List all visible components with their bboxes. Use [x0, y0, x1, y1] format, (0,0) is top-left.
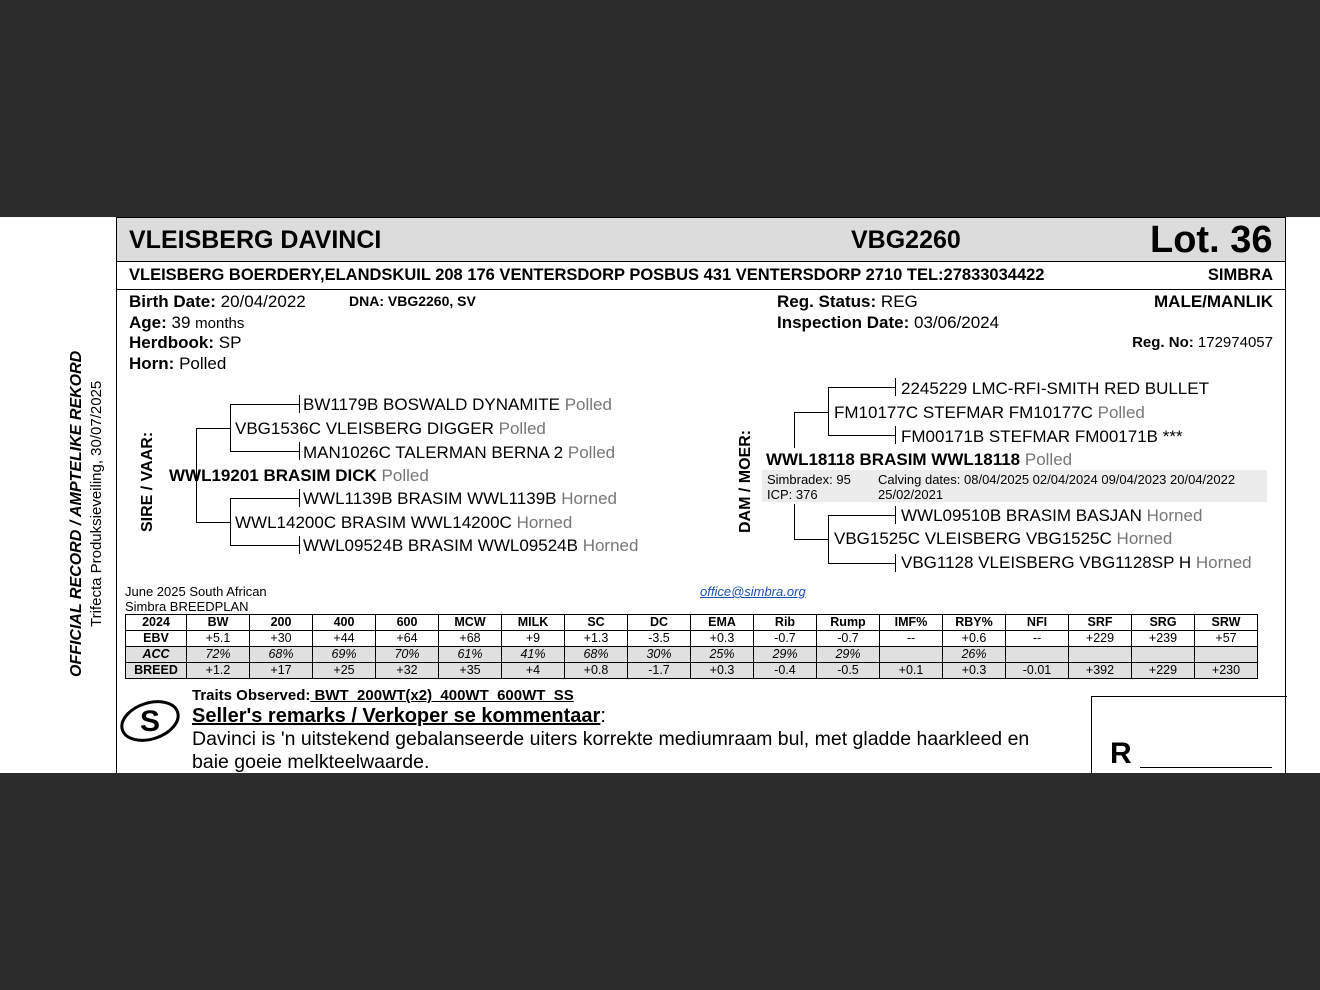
breed-cell: +17	[250, 663, 313, 679]
sire-lower-gp2	[303, 536, 638, 556]
horn-label: Horn:	[129, 354, 175, 373]
reg-status-value: REG	[880, 292, 918, 311]
ebv-cell: +1.3	[565, 631, 628, 647]
official-record-label: OFFICIAL RECORD / AMPTELIKE REKORD	[68, 350, 85, 677]
headers-cell: EMA	[691, 615, 754, 631]
pedigree-horn: Horned	[1116, 529, 1173, 548]
breed-cell: +4	[502, 663, 565, 679]
ebv-cell: -3.5	[628, 631, 691, 647]
acc-cell: 69%	[313, 647, 376, 663]
breed-cell: +0.3	[943, 663, 1006, 679]
herdbook-value: SP	[218, 333, 242, 352]
ebv-cell: +239	[1132, 631, 1195, 647]
headers-cell: DC	[628, 615, 691, 631]
sire-upper-gp2	[303, 443, 615, 463]
sire-lower-parent	[235, 513, 572, 533]
age-unit: months	[195, 315, 245, 332]
icp: ICP: 376	[767, 487, 818, 502]
dam-name	[766, 450, 1072, 470]
r-signature-line[interactable]	[1140, 767, 1272, 768]
logo-letter: S	[139, 705, 161, 738]
ebv-cell: +64	[376, 631, 439, 647]
herdbook	[129, 333, 241, 353]
dam-upper-parent	[834, 403, 1145, 423]
pedigree-horn: Horned	[561, 489, 618, 508]
acc-cell	[1195, 647, 1258, 663]
breed-cell: +1.2	[187, 663, 250, 679]
breed-cell: +0.3	[691, 663, 754, 679]
pedigree-horn: Polled	[564, 395, 612, 414]
breed-cell: -1.7	[628, 663, 691, 679]
reg-status	[777, 292, 918, 312]
inspection-label: Inspection Date:	[777, 313, 910, 332]
traits-value: BWT 200WT(x2) 400WT 600WT SS	[310, 687, 574, 704]
headers-cell: SRG	[1132, 615, 1195, 631]
remarks-line2: baie goeie melkteelwaarde.	[192, 751, 430, 773]
remarks-colon: :	[600, 705, 606, 727]
pedigree-name: WWL09510B BRASIM BASJAN	[901, 506, 1142, 525]
reg-number	[1132, 334, 1273, 351]
pedigree-name: WWL19201 BRASIM DICK	[169, 466, 377, 485]
pedigree-horn: Horned	[1195, 553, 1252, 572]
pedigree-name: 2245229 LMC-RFI-SMITH RED BULLET	[901, 379, 1209, 398]
pedigree-horn: Polled	[498, 419, 546, 438]
acc-cell: 29%	[817, 647, 880, 663]
pedigree-horn: Polled	[381, 466, 429, 485]
pedigree-horn: Polled	[1024, 450, 1073, 469]
age-value: 39	[171, 313, 191, 332]
ebv-table	[125, 614, 1258, 679]
lot-number: Lot. 36	[1150, 219, 1273, 261]
headers-cell: RBY%	[943, 615, 1006, 631]
breed-cell: -0.01	[1006, 663, 1069, 679]
header-bar	[117, 217, 1285, 262]
pedigree-name: VBG1525C VLEISBERG VBG1525C	[834, 529, 1112, 548]
ebv-cell: -0.7	[817, 631, 880, 647]
ebv-cell: +57	[1195, 631, 1258, 647]
birth-date	[129, 292, 306, 312]
breed-cell: +32	[376, 663, 439, 679]
sire-lower-gp1	[303, 489, 617, 509]
pedigree-name: FM10177C STEFMAR FM10177C	[834, 403, 1093, 422]
headers-cell: 400	[313, 615, 376, 631]
ebv-cell: +44	[313, 631, 376, 647]
remarks-line1: Davinci is 'n uitstekend gebalanseerde uiters korrekte mediumraam bul, met gladde haarkleed en	[192, 728, 1030, 750]
inspection-date	[777, 313, 999, 333]
acc-cell: 30%	[628, 647, 691, 663]
breed-cell: +230	[1195, 663, 1258, 679]
ebv-header-row	[126, 615, 1258, 631]
acc-cell: 29%	[754, 647, 817, 663]
headers-cell: MCW	[439, 615, 502, 631]
birth-date-label: Birth Date:	[129, 292, 216, 311]
lot-card	[116, 217, 1286, 773]
breed-name: SIMBRA	[1207, 266, 1273, 284]
animal-name: VLEISBERG DAVINCI	[129, 226, 382, 254]
ebv-cell: +9	[502, 631, 565, 647]
reg-status-label: Reg. Status:	[777, 292, 877, 311]
breed-cell: -0.5	[817, 663, 880, 679]
calving-dates-cont: 25/02/2021	[878, 487, 944, 502]
ebv-cell: +68	[439, 631, 502, 647]
headers-cell: 2024	[126, 615, 187, 631]
dam-label: DAM / MOER:	[737, 429, 754, 533]
headers-cell: NFI	[1006, 615, 1069, 631]
headers-cell: 200	[250, 615, 313, 631]
acc-cell: 26%	[943, 647, 1006, 663]
pedigree-horn: Horned	[582, 536, 639, 555]
breed-row	[126, 663, 1258, 679]
acc-cell: 61%	[439, 647, 502, 663]
acc-cell: 25%	[691, 647, 754, 663]
horn-value: Polled	[179, 354, 227, 373]
pedigree-name: WWL1139B BRASIM WWL1139B	[303, 489, 557, 508]
reg-no-value: 172974057	[1197, 334, 1273, 351]
pedigree-name: WWL18118 BRASIM WWL18118	[766, 450, 1021, 469]
acc-cell: 68%	[250, 647, 313, 663]
acc-cell	[1132, 647, 1195, 663]
pedigree-name: WWL09524B BRASIM WWL09524B	[303, 536, 578, 555]
breed-cell: +0.8	[565, 663, 628, 679]
pedigree-name: FM00171B STEFMAR FM00171B ***	[901, 427, 1183, 446]
pedigree-horn: Horned	[1146, 506, 1203, 525]
acc-cell: 72%	[187, 647, 250, 663]
ebv-row	[126, 631, 1258, 647]
pedigree-horn: Polled	[1097, 403, 1145, 422]
ebv-cell: +0.3	[691, 631, 754, 647]
breeder-address-bar	[117, 261, 1285, 290]
horn-status	[129, 354, 226, 374]
ebv-cell: EBV	[126, 631, 187, 647]
ebv-cell: +229	[1069, 631, 1132, 647]
headers-cell: BW	[187, 615, 250, 631]
breed-cell: +0.1	[880, 663, 943, 679]
reg-no-label: Reg. No:	[1132, 334, 1194, 351]
birth-date-value: 20/04/2022	[220, 292, 306, 311]
headers-cell: Rib	[754, 615, 817, 631]
dam-upper-gp2	[901, 427, 1183, 447]
ebv-cell: +5.1	[187, 631, 250, 647]
breedplan-subtitle: Simbra BREEDPLAN	[125, 599, 249, 614]
pedigree-horn: Horned	[516, 513, 573, 532]
sex: MALE/MANLIK	[1154, 292, 1273, 311]
headers-cell: SRF	[1069, 615, 1132, 631]
breed-cell: BREED	[126, 663, 187, 679]
ebv-cell: --	[1006, 631, 1069, 647]
acc-row	[126, 647, 1258, 663]
breed-cell: +392	[1069, 663, 1132, 679]
animal-code: VBG2260	[851, 226, 961, 254]
acc-cell	[880, 647, 943, 663]
breedplan-title: June 2025 South African	[125, 584, 267, 599]
simbradex: Simbradex: 95	[767, 472, 851, 487]
dna-info: DNA: VBG2260, SV	[349, 293, 476, 309]
dam-lower-gp1	[901, 506, 1202, 526]
headers-cell: SC	[565, 615, 628, 631]
acc-cell: 68%	[565, 647, 628, 663]
breed-cell: +25	[313, 663, 376, 679]
remarks-title	[192, 705, 606, 728]
ebv-cell: -0.7	[754, 631, 817, 647]
age	[129, 313, 244, 333]
r-box	[1091, 696, 1287, 774]
pedigree-name: VBG1536C VLEISBERG DIGGER	[235, 419, 494, 438]
acc-cell	[1069, 647, 1132, 663]
acc-cell: 41%	[502, 647, 565, 663]
headers-cell: IMF%	[880, 615, 943, 631]
traits-label: Traits Observed:	[192, 687, 311, 704]
headers-cell: 600	[376, 615, 439, 631]
headers-cell: SRW	[1195, 615, 1258, 631]
acc-cell	[1006, 647, 1069, 663]
ebv-cell: +0.6	[943, 631, 1006, 647]
calving-dates: Calving dates: 08/04/2025 02/04/2024 09/04/2023 20/04/2022	[878, 472, 1236, 487]
pedigree-name: WWL14200C BRASIM WWL14200C	[235, 513, 512, 532]
traits-observed	[192, 687, 574, 704]
dam-upper-gp1	[901, 379, 1209, 399]
breed-cell: -0.4	[754, 663, 817, 679]
breed-cell: +229	[1132, 663, 1195, 679]
inspection-value: 03/06/2024	[913, 313, 1000, 332]
headers-cell: Rump	[817, 615, 880, 631]
dam-lower-parent	[834, 529, 1172, 549]
ebv-cell: +30	[250, 631, 313, 647]
sire-upper-parent	[235, 419, 546, 439]
herdbook-label: Herdbook:	[129, 333, 214, 352]
sire-name	[169, 466, 429, 486]
sire-label: SIRE / VAAR:	[139, 431, 156, 532]
pedigree-name: BW1179B BOSWALD DYNAMITE	[303, 395, 560, 414]
ebv-cell: --	[880, 631, 943, 647]
simbra-logo-icon	[119, 691, 181, 747]
acc-cell: ACC	[126, 647, 187, 663]
breeder-address: VLEISBERG BOERDERY,ELANDSKUIL 208 176 VENTERSDORP POSBUS 431 VENTERSDORP 2710 TEL:27833034422	[129, 266, 1045, 284]
pedigree-horn: Polled	[567, 443, 616, 462]
r-label: R	[1110, 737, 1132, 770]
auction-label: Trifecta Produksieveiling, 30/07/2025	[88, 380, 105, 627]
remarks-heading: Seller's remarks / Verkoper se kommentaar	[192, 705, 601, 727]
email-link[interactable]: office@simbra.org	[700, 584, 806, 599]
acc-cell: 70%	[376, 647, 439, 663]
official-record-sheet	[0, 217, 1320, 773]
breed-cell: +35	[439, 663, 502, 679]
pedigree-name: MAN1026C TALERMAN BERNA 2	[303, 443, 564, 462]
headers-cell: MILK	[502, 615, 565, 631]
pedigree-name: VBG1128 VLEISBERG VBG1128SP H	[901, 553, 1192, 572]
sire-upper-gp1	[303, 395, 612, 415]
age-label: Age:	[129, 313, 167, 332]
dam-lower-gp2	[901, 553, 1252, 573]
